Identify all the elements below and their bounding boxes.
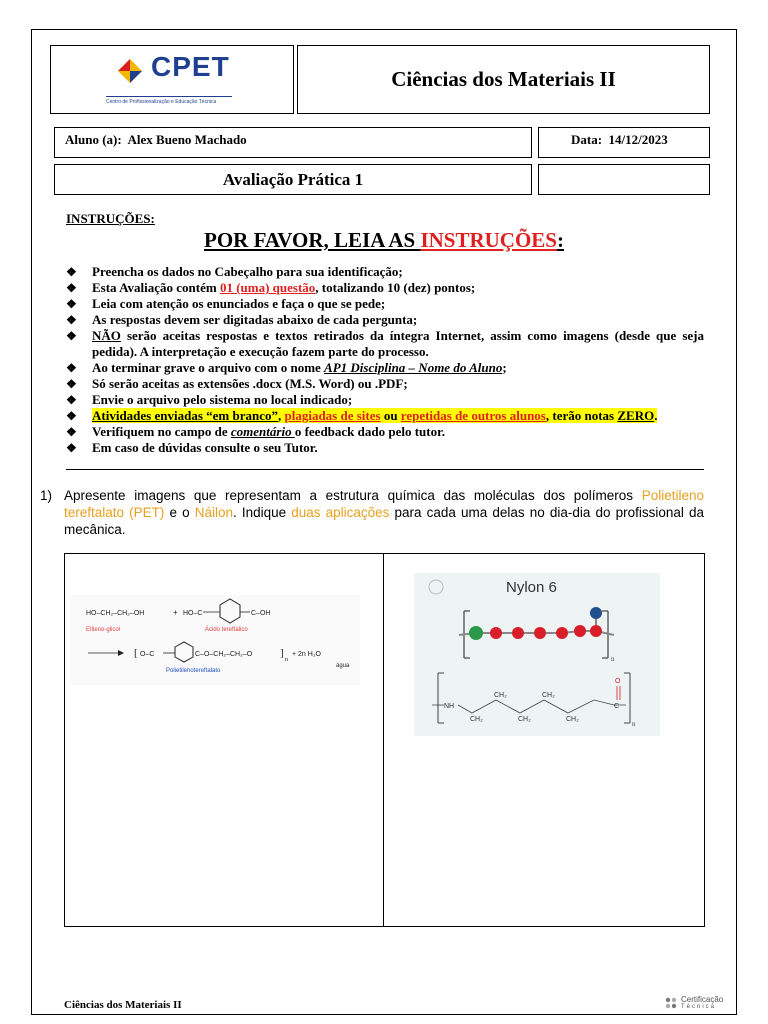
nylon-ch2: CH₂ — [518, 716, 531, 723]
instructions-heading — [0, 228, 768, 253]
student-name: Alex Bueno Machado — [127, 132, 247, 147]
student-field — [54, 127, 532, 158]
pet-reactant2: HO–C — [183, 610, 203, 617]
nylon-ch2: CH₂ — [494, 692, 507, 699]
pet-n: n — [285, 657, 288, 663]
nylon-ch2: CH₂ — [470, 716, 483, 723]
certification-logo — [664, 994, 734, 1014]
nylon-o: O — [615, 678, 621, 685]
pet-product-right: C–O–CH₂–CH₂–O — [195, 651, 253, 658]
list-item: ❖ Leia com atenção os enunciados e faça o que se pede; — [66, 296, 386, 311]
pet-reaction-image — [70, 595, 360, 685]
pet-water: + 2n H₂O — [292, 651, 321, 658]
carbonyl-carbon-atom — [590, 625, 602, 637]
heading-part3: : — [556, 228, 564, 252]
pet-plus: + — [173, 608, 178, 617]
diamond-bullet-icon: ❖ — [66, 265, 77, 279]
certification-icon — [664, 996, 678, 1010]
diamond-bullet-icon: ❖ — [66, 409, 77, 423]
diamond-bullet-icon: ❖ — [66, 441, 77, 455]
carbon-atom — [490, 627, 502, 639]
answer-table-divider — [383, 553, 384, 927]
heading-part2: INSTRUÇÕES — [420, 228, 557, 252]
question-text: Apresente imagens que representam a estrutura química das moléculas dos polímeros Polietileno tereftalato (PET) e o Náilon. Indique duas aplicações para cada uma delas no dia-dia do profissional da mecânica. — [64, 488, 704, 537]
assessment-title: Avaliação Prática 1 — [54, 164, 532, 195]
carbon-atom — [512, 627, 524, 639]
list-item: ❖ Ao terminar grave o arquivo com o nome AP1 Disciplina – Nome do Aluno; — [66, 360, 507, 375]
nylon-nh: NH — [444, 703, 455, 710]
benzene-ring-icon — [175, 642, 193, 662]
diamond-bullet-icon: ❖ — [66, 297, 77, 311]
svg-text:]: ] — [280, 647, 284, 659]
nylon-ch2: CH₂ — [542, 692, 555, 699]
date-value: 14/12/2023 — [608, 132, 668, 147]
pet-water-label: água — [336, 663, 350, 669]
oxygen-atom — [590, 607, 602, 619]
list-item: ❖ Em caso de dúvidas consulte o seu Tutor. — [66, 440, 318, 455]
diamond-bullet-icon: ❖ — [66, 393, 77, 407]
svg-text:[: [ — [134, 647, 138, 659]
divider — [66, 469, 704, 470]
course-title: Ciências dos Materiais II — [297, 45, 710, 114]
list-item: ❖ Preencha os dados no Cabeçalho para sua identificação; — [66, 264, 403, 279]
list-item: ❖ NÃO serão aceitas respostas e textos retirados da íntegra Internet, assim como imagens (desde que seja pedida). A interpretação e execução fazem parte do processo. — [66, 328, 704, 359]
nylon-title: Nylon 6 — [506, 579, 557, 596]
carbon-atom — [534, 627, 546, 639]
question-1 — [40, 487, 704, 538]
list-item: ❖ Só serão aceitas as extensões .docx (M.S. Word) ou .PDF; — [66, 376, 408, 391]
diamond-bullet-icon: ❖ — [66, 329, 77, 343]
diamond-bullet-icon: ❖ — [66, 377, 77, 391]
benzene-ring-icon — [220, 599, 240, 623]
carbon-atom — [556, 627, 568, 639]
diamond-bullet-icon: ❖ — [66, 313, 77, 327]
nylon-c: C — [614, 703, 620, 710]
list-item: ❖ Envie o arquivo pelo sistema no local indicado; — [66, 392, 353, 407]
list-item: ❖ As respostas devem ser digitadas abaixo de cada pergunta; — [66, 312, 418, 327]
footer-course: Ciências dos Materiais II — [64, 999, 182, 1011]
nylon-ch2: CH₂ — [566, 716, 579, 723]
nylon-n-top: n — [611, 655, 615, 663]
diamond-bullet-icon: ❖ — [66, 425, 77, 439]
logo-text: CPET — [151, 51, 230, 82]
diamond-bullet-icon: ❖ — [66, 281, 77, 295]
pet-reactant1: HO–CH₂–CH₂–OH — [86, 610, 145, 617]
cert-line2: Técnica — [681, 1004, 717, 1010]
pet-product-label: Polietilenotereftalato — [166, 668, 221, 674]
student-label: Aluno (a): — [65, 132, 122, 147]
diamond-bullet-icon: ❖ — [66, 361, 77, 375]
logo-box — [50, 45, 294, 114]
pet-label-glycol: Etileno-glicol — [86, 627, 121, 633]
carbon-atom — [574, 625, 586, 637]
nylon-n-bottom: n — [632, 720, 636, 728]
date-field — [538, 127, 710, 158]
grade-box — [538, 164, 710, 195]
question-number: 1) — [40, 488, 53, 503]
pet-label-acid: Ácido tereftálico — [205, 627, 248, 633]
instructions-list — [66, 264, 704, 456]
pet-product-left: O–C — [140, 651, 155, 658]
cpet-logo-icon — [117, 58, 143, 84]
pet-reactant2-end: C–OH — [251, 610, 271, 617]
list-item: ❖ Verifiquem no campo de comentário o feedback dado pelo tutor. — [66, 424, 445, 439]
nylon6-structure-image — [414, 573, 660, 736]
list-item-highlighted: ❖ Atividades enviadas “em branco”, plagiadas de sites ou repetidas de outros alunos, terão notas ZERO. — [66, 408, 658, 423]
list-item: ❖ Esta Avaliação contém 01 (uma) questão, totalizando 10 (dez) pontos; — [66, 280, 476, 295]
heading-part1: POR FAVOR, LEIA AS — [204, 228, 421, 252]
nitrogen-atom — [469, 626, 483, 640]
instructions-label: INSTRUÇÕES: — [66, 211, 155, 226]
cert-line1: Certificação — [681, 995, 724, 1004]
logo-subtitle: Centro de Profissionalização e Educação Técnica — [106, 96, 232, 105]
date-label: Data: — [571, 132, 603, 147]
